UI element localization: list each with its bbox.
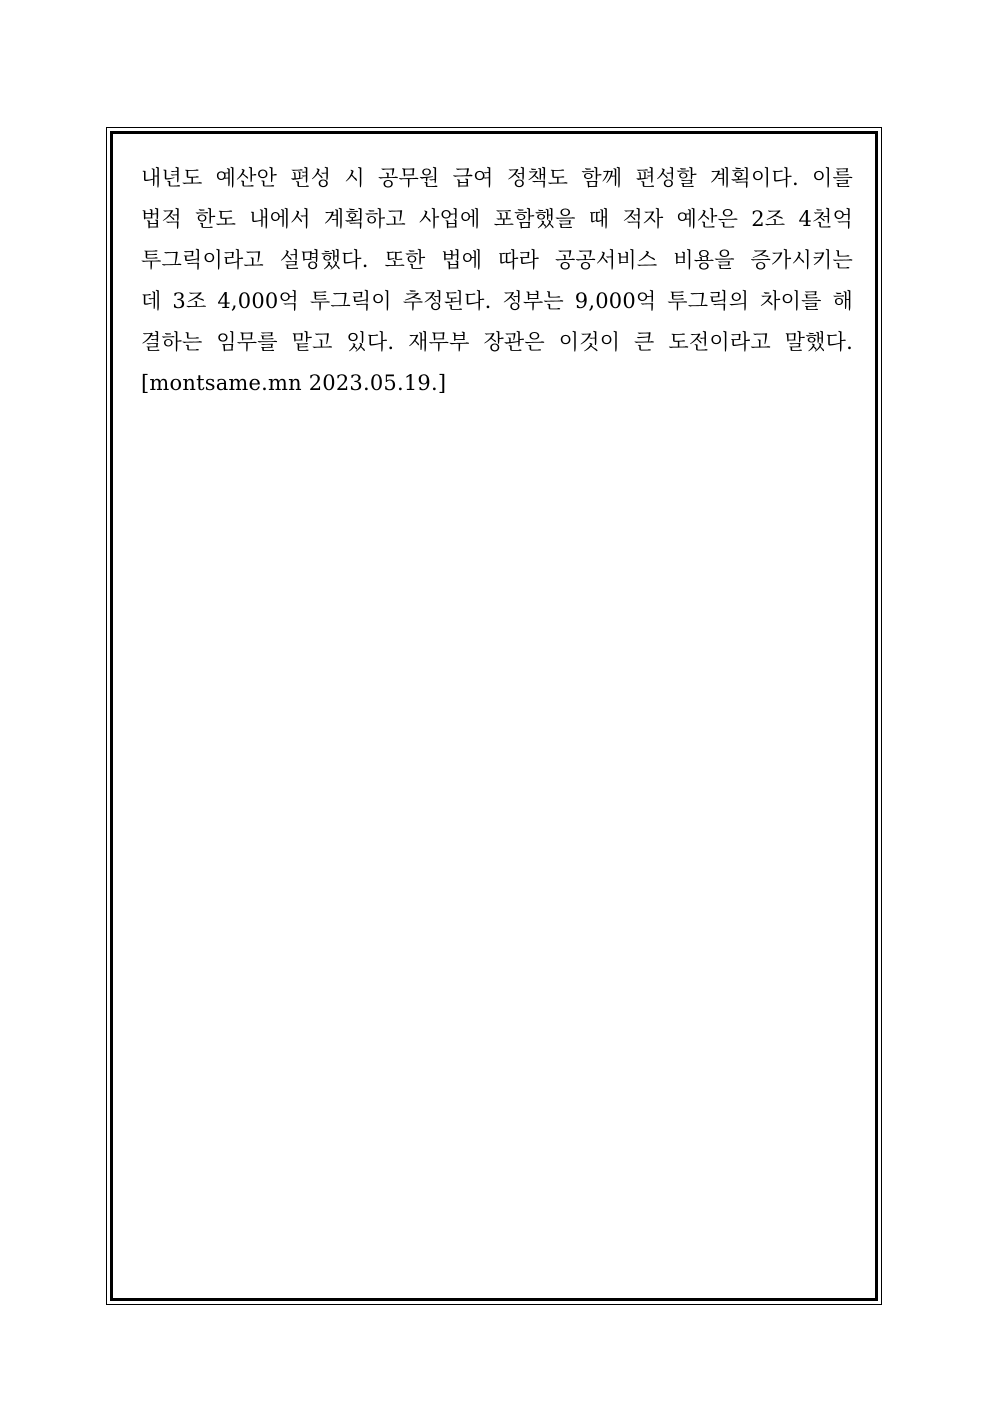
- body-line-2: 법적 한도 내에서 계획하고 사업에 포함했을 때 적자 예산은 2조 4천억: [141, 207, 853, 231]
- body-line-5: 결하는 임무를 맡고 있다. 재무부 장관은 이것이 큰 도전이라고 말했다.: [141, 330, 853, 354]
- body-line-1: 내년도 예산안 편성 시 공무원 급여 정책도 함께 편성할 계획이다. 이를: [141, 166, 853, 190]
- body-line-4: 데 3조 4,000억 투그릭이 추정된다. 정부는 9,000억 투그릭의 차이를 해: [141, 289, 853, 313]
- source-citation: [montsame.mn 2023.05.19.]: [141, 371, 447, 395]
- article-body: [141, 158, 853, 404]
- body-line-3: 투그릭이라고 설명했다. 또한 법에 따라 공공서비스 비용을 증가시키는: [141, 248, 853, 272]
